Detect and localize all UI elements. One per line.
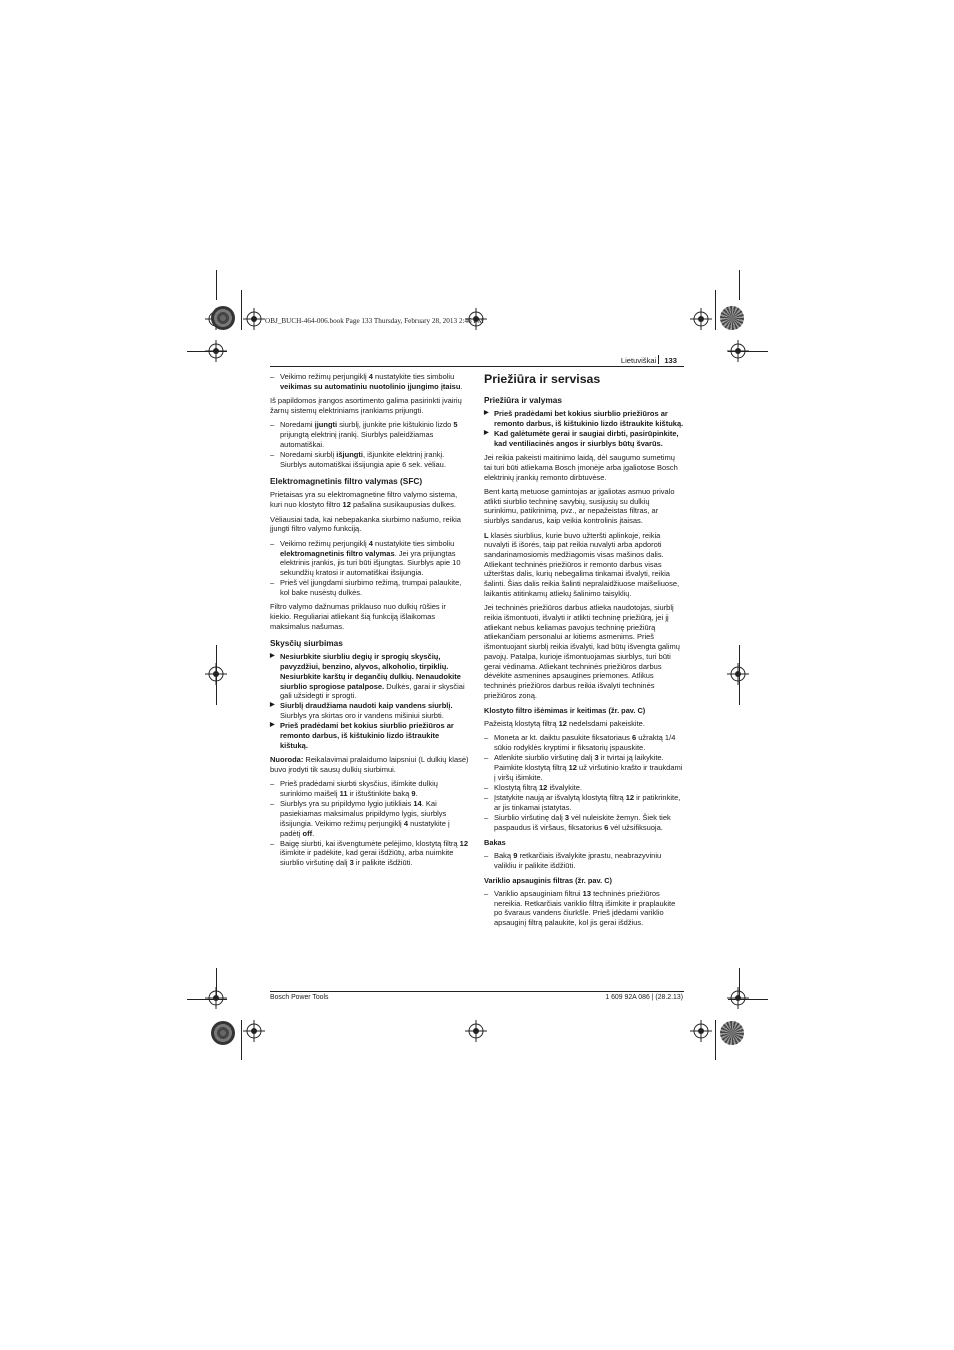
list-item: – Veikimo režimų perjungiklį 4 nustatykite ties simboliu elektromagnetinis filtro valymas. Jei yra prijungtas elektrinis įrankis, jis turi būti išjungtas. Siurblys apie 10 sekundžių kratosi ir automatiškai išsijungia.	[270, 539, 469, 578]
paragraph: Bent kartą metuose gamintojas ar įgaliotas asmuo privalo atlikti siurblio techninę savybių, susijusių su dulkių surinkimu, patikrinimą, pvz., ar nepažeistas filtras, ar siurblys sandarus, kaip veikia kontrolinis įtaisas.	[484, 487, 675, 526]
page-number: 133	[664, 356, 677, 365]
section-heading: Elektromagnetinis filtro valymas (SFC)	[270, 476, 423, 487]
crop-mark	[216, 645, 217, 705]
list-item: – Siurblio viršutinę dalį 3 vėl nuleiskite žemyn. Šiek tiek paspaudus iš viršaus, fiksatorius 6 vėl užsifiksuoja.	[484, 813, 684, 832]
list-item: – Siurblys yra su pripildymo lygio jutikliais 14. Kai pasiekiamas maksimalus pripildymo lygis, siurblys išsijungia. Veikimo režimų perjungiklį 4 nustatykite į padėtį off.	[270, 799, 469, 838]
subsection-heading: Variklio apsauginis filtras (žr. pav. C)	[484, 876, 613, 886]
crop-mark	[216, 968, 217, 998]
page-header	[621, 355, 677, 365]
registration-mark-icon	[465, 1020, 487, 1042]
section-heading: Skysčių siurbimas	[270, 638, 343, 649]
crop-mark	[241, 290, 242, 330]
warning-item: ▶ Prieš pradėdami bet kokius siurblio priežiūros ar remonto darbus, iš kištukinio lizdo ištraukite kištuką.	[484, 409, 684, 428]
registration-mark-icon	[243, 1020, 265, 1042]
list-item: – Variklio apsauginiam filtrui 13 techninės priežiūros nereikia. Retkarčiais variklio filtrą išimkite ir praplaukite po švaraus vandens čiurkšle. Prieš įdėdami variklio apsauginį filtrą palaukite, kol jis gerai išdžius.	[484, 889, 684, 928]
list-item: – Baigę siurbti, kai išvengtumėte pelėjimo, klostytą filtrą 12 išimkite ir padėkite, kad gerai išdžiūtų, arba nuimkite siurblio viršutinę dalį 3 ir palikite išdžiūti.	[270, 839, 469, 868]
list-item: – Veikimo režimų perjungiklį 4 nustatykite ties simboliu veikimas su automatiniu nuotolinio įjungimo įtaisu.	[270, 372, 469, 391]
chapter-title: Priežiūra ir servisas	[484, 372, 601, 386]
crop-mark	[739, 645, 740, 705]
language-label: Lietuviškai	[620, 356, 657, 365]
note: Nuoroda: Reikalavimai pralaidumo laipsniui (L dulkių klasė) buvo įrodyti tik sausų dulkių siurbimui.	[270, 755, 469, 774]
warning-item: ▶ Prieš pradėdami bet kokius siurblio priežiūros ar remonto darbus, iš kištukinio lizdo ištraukite kištuką.	[270, 721, 469, 750]
warning-item: ▶ Siurblį draudžiama naudoti kaip vandens siurblį. Siurblys yra skirtas oro ir vandens mišiniui siurbti.	[270, 701, 469, 720]
crop-mark	[739, 968, 740, 998]
crop-mark	[715, 290, 716, 330]
crop-mark	[187, 999, 227, 1000]
crop-mark	[216, 270, 217, 300]
paragraph: Jei reikia pakeisti maitinimo laidą, dėl saugumo sumetimų tai turi būti atliekama Bosch įmonėje arba įgaliotose Bosch elektrinių įrankių remonto dirbtuvėse.	[484, 453, 678, 482]
crop-mark	[715, 1020, 716, 1060]
list-item: – Prieš pradėdami siurbti skysčius, išimkite dulkių surinkimo maišelį 11 ir ištuštinkite baką 9.	[270, 779, 469, 798]
registration-mark-icon	[690, 1020, 712, 1042]
paragraph: Vėliausiai tada, kai nebepakanka siurbimo našumo, reikia įjungti filtro valymo funkciją.	[270, 514, 461, 534]
paragraph: Jei techninės priežiūros darbus atlieka naudotojas, siurblį reikia išmontuoti, išvalyti ir atlikti techninę priežiūrą, jei jį atliekant nebus keliamas pavojus techninę priežiūrą atliekančiam personalui ar kitiems asmenims. Prieš išmontuojant siurblį reikia išvalyti, kad būtų išvengta galimų pavojų. Patalpa, kurioje išmontuojamas siurblys, turi būti gerai vėdinama. Atliekant techninės priežiūros darbus dėvėkite asmenines apsaugines priemones. Atlikus techninės priežiūros darbus reikia išvalyti techninės priežiūros zoną.	[484, 603, 680, 700]
paragraph: Prietaisas yra su elektromagnetine filtro valymo sistema, kuri nuo klostyto filtro 12 pašalina susikaupusias dulkes.	[270, 490, 458, 510]
color-calibration-disc	[720, 306, 744, 330]
color-calibration-disc	[211, 306, 235, 330]
crop-mark	[728, 351, 768, 352]
crop-mark	[739, 270, 740, 300]
left-column	[270, 372, 469, 873]
registration-mark-icon	[690, 308, 712, 330]
paragraph: L klasės siurblius, kurie buvo užteršti aplinkoje, reikia nuvalyti iš išorės, taip pat reikia nuvalyti arba apdoroti sandarinamosiomis medžiagomis visas mašinos dalis. Atliekant techninės priežiūros ir remonto darbus visas užterštas dalis, kurių nebegalima tinkamai išvalyti, reikia šalinti. Šias dalis reikia šalinti nepralaidžiuose maišeliuose, laikantis atitinkamų atliekų šalinimo taisyklių.	[484, 530, 680, 598]
warning-item: ▶ Kad galėtumėte gerai ir saugiai dirbti, pasirūpinkite, kad ventiliacinės angos ir siurblys būtų švarūs.	[484, 429, 684, 448]
list-item: – Prieš vėl įjungdami siurbimo režimą, trumpai palaukite, kol bake nusėstų dulkės.	[270, 578, 469, 597]
right-column	[484, 372, 684, 932]
crop-mark	[241, 1020, 242, 1060]
paragraph: Iš papildomos įrangos asortimento galima pasirinkti įvairių žarnų sistemų elektriniams įrankiams prijungti.	[270, 396, 462, 415]
list-item: – Noredami įjungti siurblį, įjunkite prie kištukinio lizdo 5 prijungtą elektrinį įrankį. Siurblys paleidžiamas automatiškai.	[270, 420, 469, 449]
section-heading: Priežiūra ir valymas	[484, 395, 562, 405]
registration-mark-icon	[727, 663, 749, 685]
list-item: – Įstatykite naują ar išvalytą klostytą filtrą 12 ir patikrinkite, ar jis tinkamai įstatytas.	[484, 793, 684, 812]
footer-code: 1 609 92A 086 | (28.2.13)	[605, 994, 683, 1001]
color-calibration-disc	[720, 1021, 744, 1045]
print-info-line: OBJ_BUCH-464-006.book Page 133 Thursday, February 28, 2013 2:46 PM	[265, 317, 484, 325]
crop-mark	[187, 351, 227, 352]
list-item: – Atlenkite siurblio viršutinę dalį 3 ir tvirtai ją laikykite. Paimkite klostytą filtrą 12 už viršutinio krašto ir traukdami į viršų išimkite.	[484, 753, 684, 782]
paragraph: Pažeistą klostytą filtrą 12 nedelsdami pakeiskite.	[484, 718, 645, 728]
subsection-heading: Bakas	[484, 838, 506, 848]
footer-brand: Bosch Power Tools	[270, 994, 329, 1001]
list-item: – Moneta ar kt. daiktu pasukite fiksatoriaus 6 užraktą 1/4 sūkio rodyklės kryptimi ir fiksatorių įspauskite.	[484, 733, 684, 752]
registration-mark-icon	[243, 308, 265, 330]
header-rule	[270, 366, 684, 367]
list-item: – Klostytą filtrą 12 išvalykite.	[484, 783, 684, 793]
crop-mark	[728, 999, 768, 1000]
footer-rule	[270, 991, 684, 992]
list-item: – Noredami siurblį išjungti, išjunkite elektrinį įrankį. Siurblys automatiškai išsijungia apie 6 sek. vėliau.	[270, 450, 469, 469]
color-calibration-disc	[211, 1021, 235, 1045]
subsection-heading: Klostyto filtro išėmimas ir keitimas (žr. pav. C)	[484, 706, 646, 716]
registration-mark-icon	[727, 987, 749, 1009]
list-item: – Baką 9 retkarčiais išvalykite įprastu, neabrazyviniu valikliu ir palikite išdžiūti.	[484, 851, 684, 870]
warning-item: ▶ Nesiurbkite siurbliu degių ir sprogių skysčių, pavyzdžiui, benzino, alyvos, alkoholio, tirpiklių. Nesiurbkite karštų ir degančių dulkių. Nenaudokite siurblio sprogiose patalpose. Dulkės, garai ir skysčiai gali užsidegti ir sprogti.	[270, 652, 469, 701]
paragraph: Filtro valymo dažnumas priklauso nuo dulkių rūšies ir kiekio. Reguliariai atliekant šią funkciją išlaikomas maksimalus našumas.	[270, 602, 446, 631]
